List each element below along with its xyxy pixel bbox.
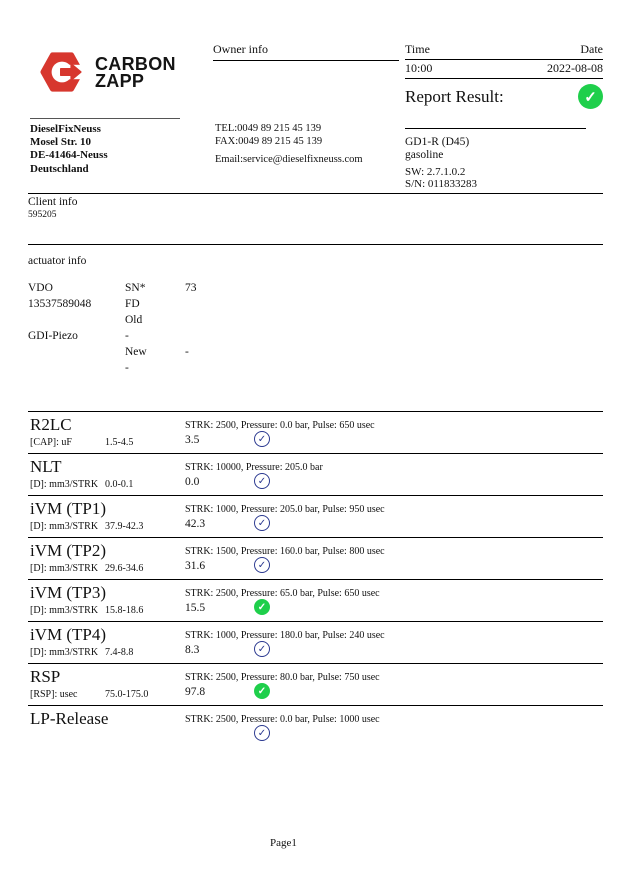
test-conditions: STRK: 2500, Pressure: 0.0 bar, Pulse: 650 usec — [185, 420, 375, 431]
result-check-icon: ✓ — [578, 84, 603, 109]
status-check-icon: ✓ — [254, 725, 270, 741]
test-parameter-label: [RSP]: usec — [30, 689, 78, 700]
owner-info-heading: Owner info — [213, 42, 399, 61]
actuator-old-label: Old — [125, 314, 143, 326]
test-name: iVM (TP3) — [30, 583, 107, 602]
logo-mark-icon — [38, 52, 86, 92]
machine-software-version: SW: 2.7.1.0.2 — [405, 166, 466, 179]
owner-country: Deutschland — [30, 162, 89, 175]
test-name: RSP — [30, 667, 61, 686]
owner-city: DE-41464-Neuss — [30, 149, 108, 162]
owner-fax: FAX:0049 89 215 45 139 — [215, 136, 323, 148]
test-range: 1.5-4.5 — [105, 437, 134, 448]
actuator-sn-value: 73 — [185, 282, 197, 294]
page-number: Page1 — [270, 837, 297, 849]
date-value: 2022-08-08 — [547, 61, 603, 75]
test-value: 31.6 — [185, 560, 206, 572]
test-name: iVM (TP2) — [30, 541, 107, 560]
actuator-new-value: - — [185, 346, 189, 358]
test-value: 8.3 — [185, 644, 200, 656]
test-value: 42.3 — [185, 518, 206, 530]
test-conditions: STRK: 10000, Pressure: 205.0 bar — [185, 462, 323, 473]
time-value: 10:00 — [405, 61, 433, 75]
carbon-zapp-logo — [38, 52, 176, 92]
actuator-brand: VDO — [28, 282, 53, 294]
test-value: 0.0 — [185, 476, 200, 488]
owner-tel: TEL:0049 89 215 45 139 — [215, 123, 322, 134]
test-parameter-label: [D]: mm3/STRK — [30, 521, 99, 532]
test-section — [28, 706, 603, 747]
divider — [28, 193, 603, 194]
test-conditions: STRK: 1500, Pressure: 160.0 bar, Pulse: 800 usec — [185, 546, 385, 557]
test-parameter-label: [D]: mm3/STRK — [30, 647, 99, 658]
test-section — [28, 622, 603, 664]
divider — [28, 244, 603, 245]
date-label: Date — [580, 42, 603, 56]
machine-fuel: gasoline — [405, 148, 444, 161]
test-range: 75.0-175.0 — [105, 689, 149, 700]
time-date-block — [405, 42, 603, 79]
status-check-icon: ✓ — [254, 515, 270, 531]
status-check-icon: ✓ — [254, 683, 270, 699]
time-date-values — [405, 60, 603, 79]
test-conditions: STRK: 1000, Pressure: 205.0 bar, Pulse: 950 usec — [185, 504, 385, 515]
actuator-trailing-dash: - — [125, 362, 129, 374]
test-results-table — [28, 411, 603, 747]
test-range: 29.6-34.6 — [105, 563, 144, 574]
test-name: iVM (TP4) — [30, 625, 107, 644]
test-value: 97.8 — [185, 686, 206, 698]
status-check-icon: ✓ — [254, 557, 270, 573]
test-section — [28, 664, 603, 706]
client-info-heading: Client info — [28, 196, 78, 208]
test-section — [28, 496, 603, 538]
test-value: 3.5 — [185, 434, 200, 446]
test-range: 37.9-42.3 — [105, 521, 144, 532]
test-name: iVM (TP1) — [30, 499, 107, 518]
owner-contact-block — [215, 122, 363, 166]
status-check-icon: ✓ — [254, 641, 270, 657]
report-result — [405, 84, 603, 109]
time-label: Time — [405, 42, 430, 56]
logo-line1: CARBON — [95, 54, 176, 74]
status-check-icon: ✓ — [254, 473, 270, 489]
test-parameter-label: [CAP]: uF — [30, 437, 72, 448]
owner-name: DieselFixNeuss — [30, 123, 101, 135]
test-conditions: STRK: 2500, Pressure: 0.0 bar, Pulse: 1000 usec — [185, 714, 380, 725]
test-parameter-label: [D]: mm3/STRK — [30, 563, 99, 574]
test-range: 7.4-8.8 — [105, 647, 134, 658]
test-conditions: STRK: 2500, Pressure: 65.0 bar, Pulse: 650 usec — [185, 588, 380, 599]
logo-line2: ZAPP — [95, 71, 145, 92]
report-result-label: Report Result: — [405, 86, 504, 106]
actuator-type: GDI-Piezo — [28, 330, 78, 342]
test-conditions: STRK: 2500, Pressure: 80.0 bar, Pulse: 750 usec — [185, 672, 380, 683]
owner-street: Mosel Str. 10 — [30, 136, 92, 149]
test-parameter-label: [D]: mm3/STRK — [30, 479, 99, 490]
actuator-sn-label: SN* — [125, 282, 146, 294]
actuator-info-heading: actuator info — [28, 255, 87, 267]
actuator-fd-label: FD — [125, 298, 140, 310]
status-check-icon: ✓ — [254, 431, 270, 447]
owner-email: Email:service@dieselfixneuss.com — [215, 154, 363, 166]
status-check-icon: ✓ — [254, 599, 270, 615]
time-date-labels — [405, 42, 603, 60]
client-number: 595205 — [28, 210, 57, 220]
test-value: 15.5 — [185, 602, 206, 614]
test-name: NLT — [30, 457, 62, 476]
actuator-old-value: - — [125, 330, 129, 342]
test-range: 0.0-0.1 — [105, 479, 134, 490]
test-conditions: STRK: 1000, Pressure: 180.0 bar, Pulse: 240 usec — [185, 630, 385, 641]
machine-serial-number: S/N: 011833283 — [405, 178, 478, 191]
actuator-part-number: 13537589048 — [28, 298, 92, 310]
test-range: 15.8-18.6 — [105, 605, 144, 616]
test-parameter-label: [D]: mm3/STRK — [30, 605, 99, 616]
logo-text — [95, 56, 176, 90]
machine-info-block — [405, 128, 586, 190]
owner-address-block — [30, 118, 180, 176]
test-name: LP-Release — [30, 709, 109, 728]
test-section — [28, 580, 603, 622]
test-name: R2LC — [30, 415, 72, 434]
test-section — [28, 454, 603, 496]
actuator-new-label: New — [125, 346, 147, 358]
test-section — [28, 412, 603, 454]
test-section — [28, 538, 603, 580]
machine-model: GD1-R (D45) — [405, 136, 470, 148]
